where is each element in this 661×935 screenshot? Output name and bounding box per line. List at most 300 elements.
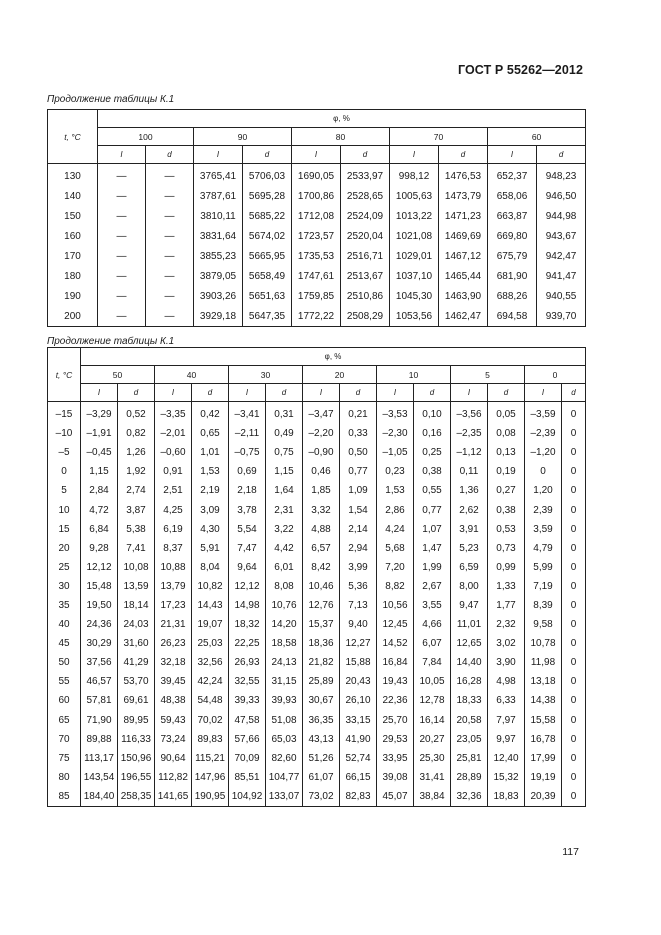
temperature-cell: 160 bbox=[48, 227, 98, 247]
temperature-cell: 40 bbox=[48, 615, 81, 634]
table-cell: 942,47 bbox=[537, 247, 586, 267]
table-row bbox=[48, 634, 586, 653]
table-cell: 0,77 bbox=[414, 500, 451, 519]
table-cell: 3810,11 bbox=[194, 207, 243, 227]
table-cell: 8,37 bbox=[155, 539, 192, 558]
table-cell: 7,41 bbox=[118, 539, 155, 558]
table-cell: 10,78 bbox=[525, 634, 562, 653]
table-cell: 19,07 bbox=[192, 615, 229, 634]
table-row bbox=[48, 691, 586, 710]
table-cell: 32,55 bbox=[229, 672, 266, 691]
table-cell: 18,36 bbox=[303, 634, 340, 653]
table-cell: 5665,95 bbox=[243, 247, 292, 267]
column-subheader: d bbox=[243, 146, 292, 164]
table-row bbox=[48, 266, 586, 286]
table-cell: 3855,23 bbox=[194, 247, 243, 267]
table-cell: 1,15 bbox=[266, 462, 303, 481]
table-cell: 31,41 bbox=[414, 768, 451, 787]
table-cell: — bbox=[98, 286, 146, 306]
table-row bbox=[48, 577, 586, 596]
table-cell: 89,88 bbox=[81, 730, 118, 749]
table-cell: 0,42 bbox=[192, 402, 229, 425]
table-cell: 33,15 bbox=[340, 711, 377, 730]
table-cell: 2,94 bbox=[340, 539, 377, 558]
table-cell: 5,38 bbox=[118, 520, 155, 539]
table-cell: 16,28 bbox=[451, 672, 488, 691]
table-cell: 31,60 bbox=[118, 634, 155, 653]
table-cell: 10,46 bbox=[303, 577, 340, 596]
table-cell: 14,98 bbox=[229, 596, 266, 615]
temperature-cell: 70 bbox=[48, 730, 81, 749]
table-cell: 5651,63 bbox=[243, 286, 292, 306]
table-cell: 2,32 bbox=[488, 615, 525, 634]
table-cell: 33,95 bbox=[377, 749, 414, 768]
table-cell: 61,07 bbox=[303, 768, 340, 787]
table-cell: 20,43 bbox=[340, 672, 377, 691]
table-cell: 23,05 bbox=[451, 730, 488, 749]
temperature-cell: –10 bbox=[48, 424, 81, 443]
table-cell: –0,60 bbox=[155, 443, 192, 462]
table-cell: 5,91 bbox=[192, 539, 229, 558]
table-cell: 9,97 bbox=[488, 730, 525, 749]
phi-group-header: 30 bbox=[229, 366, 303, 384]
table-cell: 7,47 bbox=[229, 539, 266, 558]
table-cell: 53,70 bbox=[118, 672, 155, 691]
table-cell: 1465,44 bbox=[439, 266, 488, 286]
table-cell: 2,74 bbox=[118, 481, 155, 500]
table-cell: 32,36 bbox=[451, 787, 488, 807]
table-cell: 0 bbox=[562, 615, 586, 634]
table-row bbox=[48, 207, 586, 227]
temperature-cell: 150 bbox=[48, 207, 98, 227]
table-cell: –3,53 bbox=[377, 402, 414, 425]
table-cell: 2533,97 bbox=[341, 164, 390, 187]
table-cell: –3,29 bbox=[81, 402, 118, 425]
table-cell: 943,67 bbox=[537, 227, 586, 247]
table-cell: 1463,90 bbox=[439, 286, 488, 306]
table-cell: 0 bbox=[525, 462, 562, 481]
table-cell: 6,07 bbox=[414, 634, 451, 653]
column-subheader: d bbox=[414, 384, 451, 402]
table-cell: 940,55 bbox=[537, 286, 586, 306]
table-cell: 1013,22 bbox=[390, 207, 439, 227]
table-row bbox=[48, 462, 586, 481]
table-cell: –0,90 bbox=[303, 443, 340, 462]
page-number: 117 bbox=[562, 846, 579, 858]
table-cell: 0,19 bbox=[488, 462, 525, 481]
table-cell: 13,59 bbox=[118, 577, 155, 596]
table-cell: 8,00 bbox=[451, 577, 488, 596]
column-subheader: d bbox=[266, 384, 303, 402]
table-cell: 22,25 bbox=[229, 634, 266, 653]
table-cell: 0 bbox=[562, 768, 586, 787]
table-cell: 5685,22 bbox=[243, 207, 292, 227]
table-cell: 2,31 bbox=[266, 500, 303, 519]
table-cell: 116,33 bbox=[118, 730, 155, 749]
column-subheader: I bbox=[98, 146, 146, 164]
table-cell: 1473,79 bbox=[439, 187, 488, 207]
table-cell: 9,47 bbox=[451, 596, 488, 615]
table-cell: 3787,61 bbox=[194, 187, 243, 207]
table-cell: 0 bbox=[562, 653, 586, 672]
table-cell: 31,15 bbox=[266, 672, 303, 691]
table-cell: 0 bbox=[562, 462, 586, 481]
table-cell: 4,42 bbox=[266, 539, 303, 558]
table-cell: –1,12 bbox=[451, 443, 488, 462]
phi-group-header: 80 bbox=[292, 128, 390, 146]
table-cell: 0 bbox=[562, 596, 586, 615]
table-cell: 681,90 bbox=[488, 266, 537, 286]
table-cell: 1,07 bbox=[414, 520, 451, 539]
table-cell: –3,47 bbox=[303, 402, 340, 425]
table-cell: 0,49 bbox=[266, 424, 303, 443]
temperature-cell: 30 bbox=[48, 577, 81, 596]
table-cell: 5658,49 bbox=[243, 266, 292, 286]
table-cell: 0,50 bbox=[340, 443, 377, 462]
table-cell: 0 bbox=[562, 500, 586, 519]
table-cell: 3,09 bbox=[192, 500, 229, 519]
table-cell: 9,58 bbox=[525, 615, 562, 634]
table-row bbox=[48, 787, 586, 807]
table-cell: 258,35 bbox=[118, 787, 155, 807]
table-cell: — bbox=[98, 247, 146, 267]
table-cell: 0 bbox=[562, 539, 586, 558]
table-cell: 39,93 bbox=[266, 691, 303, 710]
table-cell: 12,45 bbox=[377, 615, 414, 634]
table-cell: 0,82 bbox=[118, 424, 155, 443]
table-cell: 4,72 bbox=[81, 500, 118, 519]
table-cell: 3,99 bbox=[340, 558, 377, 577]
table-cell: 39,08 bbox=[377, 768, 414, 787]
table-cell: 196,55 bbox=[118, 768, 155, 787]
table-row bbox=[48, 520, 586, 539]
table-cell: 47,58 bbox=[229, 711, 266, 730]
table-cell: 90,64 bbox=[155, 749, 192, 768]
table-cell: 0,52 bbox=[118, 402, 155, 425]
table-cell: 1712,08 bbox=[292, 207, 341, 227]
table-row bbox=[48, 672, 586, 691]
table-cell: 2,84 bbox=[81, 481, 118, 500]
table-cell: 25,30 bbox=[414, 749, 451, 768]
table-cell: 57,66 bbox=[229, 730, 266, 749]
t-column-header: t, °C bbox=[48, 348, 81, 402]
column-subheader: d bbox=[488, 384, 525, 402]
table-cell: 10,05 bbox=[414, 672, 451, 691]
table-cell: 46,57 bbox=[81, 672, 118, 691]
table-cell: 3,59 bbox=[525, 520, 562, 539]
table-cell: 3,78 bbox=[229, 500, 266, 519]
table-cell: 1029,01 bbox=[390, 247, 439, 267]
table-cell: 1,85 bbox=[303, 481, 340, 500]
table-cell: 19,43 bbox=[377, 672, 414, 691]
phi-group-header: 50 bbox=[81, 366, 155, 384]
table-cell: 8,39 bbox=[525, 596, 562, 615]
table-cell: 141,65 bbox=[155, 787, 192, 807]
temperature-cell: –15 bbox=[48, 402, 81, 425]
column-subheader: d bbox=[192, 384, 229, 402]
table-cell: 5,68 bbox=[377, 539, 414, 558]
t-column-header: t, °C bbox=[48, 110, 98, 164]
table-cell: 4,79 bbox=[525, 539, 562, 558]
table-cell: 15,88 bbox=[340, 653, 377, 672]
table-cell: 1005,63 bbox=[390, 187, 439, 207]
table-cell: 0,73 bbox=[488, 539, 525, 558]
phi-group-header: 0 bbox=[525, 366, 586, 384]
table-row bbox=[48, 306, 586, 326]
table-cell: 5,54 bbox=[229, 520, 266, 539]
table-cell: 18,32 bbox=[229, 615, 266, 634]
table-cell: 37,56 bbox=[81, 653, 118, 672]
table-cell: 0,16 bbox=[414, 424, 451, 443]
table-cell: 14,20 bbox=[266, 615, 303, 634]
table-cell: 69,61 bbox=[118, 691, 155, 710]
table-cell: 3831,64 bbox=[194, 227, 243, 247]
temperature-cell: 75 bbox=[48, 749, 81, 768]
table-cell: 10,08 bbox=[118, 558, 155, 577]
table-cell: — bbox=[98, 227, 146, 247]
table-cell: 73,02 bbox=[303, 787, 340, 807]
table-cell: 3879,05 bbox=[194, 266, 243, 286]
phi-group-header: 100 bbox=[98, 128, 194, 146]
table-cell: –3,59 bbox=[525, 402, 562, 425]
table-cell: 104,77 bbox=[266, 768, 303, 787]
table-cell: 0,38 bbox=[414, 462, 451, 481]
table-cell: 1,77 bbox=[488, 596, 525, 615]
table-cell: 29,53 bbox=[377, 730, 414, 749]
table-cell: 18,14 bbox=[118, 596, 155, 615]
table-row bbox=[48, 286, 586, 306]
table-cell: — bbox=[98, 306, 146, 326]
table-cell: 3929,18 bbox=[194, 306, 243, 326]
table-cell: 4,98 bbox=[488, 672, 525, 691]
table-cell: 147,96 bbox=[192, 768, 229, 787]
column-subheader: d bbox=[146, 146, 194, 164]
table-cell: 18,58 bbox=[266, 634, 303, 653]
table-cell: 1,53 bbox=[377, 481, 414, 500]
table-cell: 5,23 bbox=[451, 539, 488, 558]
table-cell: 15,37 bbox=[303, 615, 340, 634]
table-cell: 2,39 bbox=[525, 500, 562, 519]
table-cell: 19,50 bbox=[81, 596, 118, 615]
table-row bbox=[48, 711, 586, 730]
table-row bbox=[48, 558, 586, 577]
table-cell: –0,75 bbox=[229, 443, 266, 462]
table-cell: 694,58 bbox=[488, 306, 537, 326]
table-cell: 26,23 bbox=[155, 634, 192, 653]
table-cell: –2,39 bbox=[525, 424, 562, 443]
table-cell: 2,62 bbox=[451, 500, 488, 519]
table-row bbox=[48, 539, 586, 558]
table-row bbox=[48, 768, 586, 787]
table-cell: 48,38 bbox=[155, 691, 192, 710]
subheader-row bbox=[48, 146, 586, 164]
table-cell: — bbox=[146, 306, 194, 326]
column-subheader: I bbox=[390, 146, 439, 164]
table-cell: — bbox=[146, 164, 194, 187]
table-cell: 0,38 bbox=[488, 500, 525, 519]
table-cell: 24,03 bbox=[118, 615, 155, 634]
table-cell: 3,55 bbox=[414, 596, 451, 615]
table-cell: 669,80 bbox=[488, 227, 537, 247]
column-subheader: d bbox=[439, 146, 488, 164]
table-cell: 184,40 bbox=[81, 787, 118, 807]
table-cell: 1700,86 bbox=[292, 187, 341, 207]
table2 bbox=[47, 347, 586, 807]
table-row bbox=[48, 596, 586, 615]
table-cell: 0,25 bbox=[414, 443, 451, 462]
table-cell: 16,84 bbox=[377, 653, 414, 672]
table-cell: –2,01 bbox=[155, 424, 192, 443]
table-cell: 11,01 bbox=[451, 615, 488, 634]
table-cell: 0 bbox=[562, 634, 586, 653]
table-cell: 57,81 bbox=[81, 691, 118, 710]
table-cell: 0,99 bbox=[488, 558, 525, 577]
table-cell: 14,52 bbox=[377, 634, 414, 653]
table-cell: 21,31 bbox=[155, 615, 192, 634]
table-cell: 59,43 bbox=[155, 711, 192, 730]
table-cell: 1,26 bbox=[118, 443, 155, 462]
table-cell: — bbox=[146, 247, 194, 267]
table-cell: 2,14 bbox=[340, 520, 377, 539]
table-cell: 5695,28 bbox=[243, 187, 292, 207]
subheader-row bbox=[48, 384, 586, 402]
table-row bbox=[48, 730, 586, 749]
table-cell: 10,82 bbox=[192, 577, 229, 596]
table-cell: 17,23 bbox=[155, 596, 192, 615]
table-cell: 2,19 bbox=[192, 481, 229, 500]
table-cell: 28,89 bbox=[451, 768, 488, 787]
phi-group-header: 20 bbox=[303, 366, 377, 384]
table-cell: 3765,41 bbox=[194, 164, 243, 187]
table-cell: 0 bbox=[562, 730, 586, 749]
table-row bbox=[48, 402, 586, 425]
table-cell: 0 bbox=[562, 402, 586, 425]
table-cell: — bbox=[146, 207, 194, 227]
group-header-row bbox=[48, 128, 586, 146]
table-cell: –2,35 bbox=[451, 424, 488, 443]
table-cell: 3,32 bbox=[303, 500, 340, 519]
table-cell: 6,57 bbox=[303, 539, 340, 558]
temperature-cell: 10 bbox=[48, 500, 81, 519]
table-cell: 12,76 bbox=[303, 596, 340, 615]
column-subheader: d bbox=[562, 384, 586, 402]
table-cell: 939,70 bbox=[537, 306, 586, 326]
column-subheader: I bbox=[303, 384, 340, 402]
table-cell: 0,23 bbox=[377, 462, 414, 481]
table-cell: 143,54 bbox=[81, 768, 118, 787]
table-cell: 1469,69 bbox=[439, 227, 488, 247]
table-cell: 0,55 bbox=[414, 481, 451, 500]
table-cell: 89,95 bbox=[118, 711, 155, 730]
table-cell: 1,33 bbox=[488, 577, 525, 596]
table-cell: 658,06 bbox=[488, 187, 537, 207]
table-cell: –1,05 bbox=[377, 443, 414, 462]
table-cell: 6,19 bbox=[155, 520, 192, 539]
column-subheader: I bbox=[525, 384, 562, 402]
table-cell: 663,87 bbox=[488, 207, 537, 227]
table-cell: 5,99 bbox=[525, 558, 562, 577]
table-cell: 0,69 bbox=[229, 462, 266, 481]
table-cell: 70,09 bbox=[229, 749, 266, 768]
table-cell: 1,01 bbox=[192, 443, 229, 462]
table-cell: 73,24 bbox=[155, 730, 192, 749]
table-cell: 71,90 bbox=[81, 711, 118, 730]
table-cell: 18,33 bbox=[451, 691, 488, 710]
table-cell: 32,56 bbox=[192, 653, 229, 672]
table-cell: 1759,85 bbox=[292, 286, 341, 306]
table-cell: 150,96 bbox=[118, 749, 155, 768]
table-cell: 2520,04 bbox=[341, 227, 390, 247]
temperature-cell: 0 bbox=[48, 462, 81, 481]
table-cell: 0 bbox=[562, 520, 586, 539]
table-cell: 4,66 bbox=[414, 615, 451, 634]
table-cell: — bbox=[98, 266, 146, 286]
temperature-cell: 5 bbox=[48, 481, 81, 500]
table-cell: 16,14 bbox=[414, 711, 451, 730]
temperature-cell: 20 bbox=[48, 539, 81, 558]
table-cell: 9,28 bbox=[81, 539, 118, 558]
table-cell: 10,76 bbox=[266, 596, 303, 615]
column-subheader: I bbox=[488, 146, 537, 164]
table-row bbox=[48, 247, 586, 267]
table-cell: 2,51 bbox=[155, 481, 192, 500]
table-row bbox=[48, 615, 586, 634]
table-cell: 8,82 bbox=[377, 577, 414, 596]
phi-group-header: 60 bbox=[488, 128, 586, 146]
table-row bbox=[48, 164, 586, 187]
temperature-cell: 80 bbox=[48, 768, 81, 787]
table-cell: 2,18 bbox=[229, 481, 266, 500]
table-cell: 3,91 bbox=[451, 520, 488, 539]
table-cell: 14,43 bbox=[192, 596, 229, 615]
table1 bbox=[47, 109, 586, 327]
column-subheader: I bbox=[155, 384, 192, 402]
temperature-cell: 35 bbox=[48, 596, 81, 615]
table-cell: 941,47 bbox=[537, 266, 586, 286]
table-cell: 82,83 bbox=[340, 787, 377, 807]
column-subheader: I bbox=[377, 384, 414, 402]
table-cell: 1467,12 bbox=[439, 247, 488, 267]
table-cell: 52,74 bbox=[340, 749, 377, 768]
table-cell: 0 bbox=[562, 749, 586, 768]
table-cell: 9,64 bbox=[229, 558, 266, 577]
table-cell: 26,10 bbox=[340, 691, 377, 710]
table-cell: 3,22 bbox=[266, 520, 303, 539]
table-cell: 0,10 bbox=[414, 402, 451, 425]
table-cell: 2510,86 bbox=[341, 286, 390, 306]
table-cell: 43,13 bbox=[303, 730, 340, 749]
table-row bbox=[48, 443, 586, 462]
table-cell: 15,32 bbox=[488, 768, 525, 787]
column-subheader: I bbox=[229, 384, 266, 402]
table-cell: 0,05 bbox=[488, 402, 525, 425]
table-cell: 0,33 bbox=[340, 424, 377, 443]
table-cell: — bbox=[146, 227, 194, 247]
temperature-cell: 25 bbox=[48, 558, 81, 577]
table-cell: 0,08 bbox=[488, 424, 525, 443]
table-cell: 15,48 bbox=[81, 577, 118, 596]
temperature-cell: 180 bbox=[48, 266, 98, 286]
table-cell: 18,83 bbox=[488, 787, 525, 807]
table-cell: 1,53 bbox=[192, 462, 229, 481]
table-cell: 25,89 bbox=[303, 672, 340, 691]
table-cell: 2516,71 bbox=[341, 247, 390, 267]
column-subheader: d bbox=[341, 146, 390, 164]
table-cell: 51,26 bbox=[303, 749, 340, 768]
table-cell: 1772,22 bbox=[292, 306, 341, 326]
table-cell: 7,13 bbox=[340, 596, 377, 615]
table-cell: 12,12 bbox=[81, 558, 118, 577]
